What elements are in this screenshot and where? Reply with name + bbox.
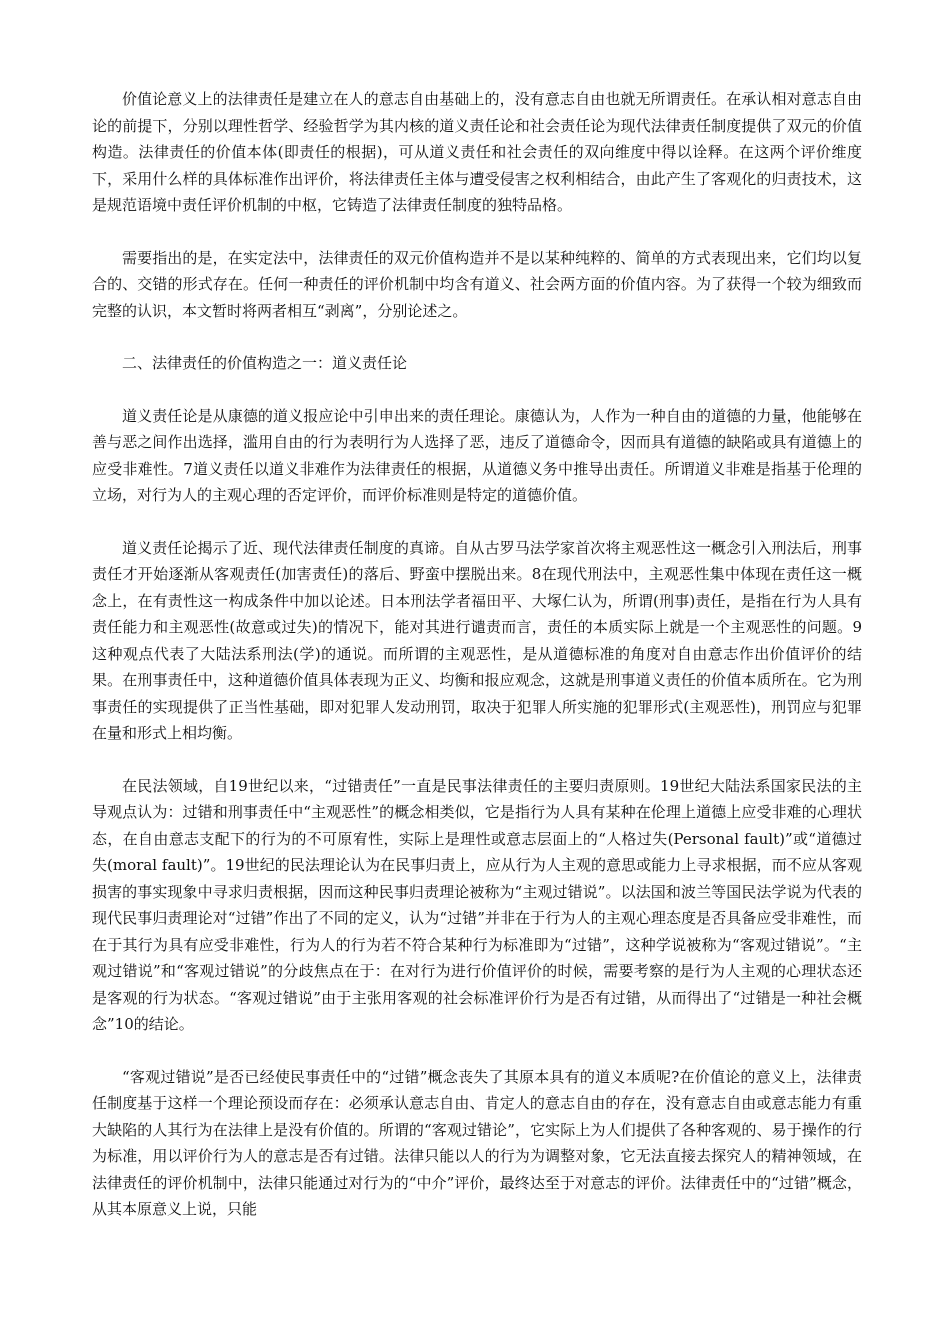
section-heading: 二、法律责任的价值构造之一：道义责任论: [122, 354, 408, 372]
paragraph-dual-structure: 需要指出的是，在实定法中，法律责任的双元价值构造并不是以某种纯粹的、简单的方式表现出来，它们均以复合的、交错的形式存在。任何一种责任的评价机制中均含有道义、社会两方面的价值内容。为了获得一个较为细致而完整的认识，本文暂时将两者相互“剥离”，分别论述之。: [92, 248, 862, 320]
paragraph-civil-law: 在民法领域，自19世纪以来，“过错责任”一直是民事法律责任的主要归责原则。19世纪大陆法系国家民法的主导观点认为：过错和刑事责任中“主观恶性”的概念相类似，它是指行为人具有某种在伦理上道德上应受非难的心理状态，在自由意志支配下的行为的不可原宥性，实际上是理性或意志层面上的“人格过失(Personal fault)”或“道德过失(moral fault)”。19世纪的民法理论认为在民事归责上，应从行为人主观的意思或能力上寻求根据，而不应从客观损害的事实现象中寻求归责根据，因而这种民事归责理论被称为“主观过错说”。以法国和波兰等国民法学说为代表的现代民事归责理论对“过错”作出了不同的定义，认为“过错”并非在于行为人的主观心理态度是否具备应受非难性，而在于其行为具有应受非难性，行为人的行为若不符合某种行为标准即为“过错”，这种学说被称为“客观过错说”。“主观过错说”和“客观过错说”的分歧焦点在于：在对行为进行价值评价的时候，需要考察的是行为人主观的心理状态还是客观的行为状态。“客观过错说”由于主张用客观的社会标准评价行为是否有过错，从而得出了“过错是一种社会概念”10的结论。: [92, 776, 862, 1033]
paragraph-moral-responsibility: 道义责任论是从康德的道义报应论中引申出来的责任理论。康德认为，人作为一种自由的道德的力量，他能够在善与恶之间作出选择，滥用自由的行为表明行为人选择了恶，违反了道德命令，因而具有道德的缺陷或具有道德上的应受非难性。7道义责任以道义非难作为法律责任的根据，从道德义务中推导出责任。所谓道义非难是指基于伦理的立场，对行为人的主观心理的否定评价，而评价标准则是特定的道德价值。: [92, 406, 862, 504]
paragraph-gap: [92, 509, 862, 535]
paragraph-value-theory: 价值论意义上的法律责任是建立在人的意志自由基础上的，没有意志自由也就无所谓责任。在承认相对意志自由论的前提下，分别以理性哲学、经验哲学为其内核的道义责任论和社会责任论为现代法律责任制度提供了双元的价值构造。法律责任的价值本体(即责任的根据)，可从道义责任和社会责任的双向维度中得以诠释。在这两个评价维度下，采用什么样的具体标准作出评价，将法律责任主体与遭受侵害之权利相结合，由此产生了客观化的归责技术，这是规范语境中责任评价机制的中枢，它铸造了法律责任制度的独特品格。: [92, 90, 862, 214]
paragraph-gap: [92, 219, 862, 245]
paragraph-criminal-law: 道义责任论揭示了近、现代法律责任制度的真谛。自从古罗马法学家首次将主观恶性这一概念引入刑法后，刑事责任才开始逐渐从客观责任(加害责任)的落后、野蛮中摆脱出来。8在现代刑法中，主观恶性集中体现在责任这一概念上，在有责性这一构成条件中加以论述。日本刑法学者福田平、大塚仁认为，所谓(刑事)责任，是指在行为人具有责任能力和主观恶性(故意或过失)的情况下，能对其进行谴责而言，责任的本质实际上就是一个主观恶性的问题。9这种观点代表了大陆法系刑法(学)的通说。而所谓的主观恶性，是从道德标准的角度对自由意志作出价值评价的结果。在刑事责任中，这种道德价值具体表现为正义、均衡和报应观念，这就是刑事道义责任的价值本质所在。它为刑事责任的实现提供了正当性基础，即对犯罪人发动刑罚，取决于犯罪人所实施的犯罪形式(主观恶性)，刑罚应与犯罪在量和形式上相均衡。: [92, 538, 862, 742]
paragraph-gap: [92, 1038, 862, 1064]
paragraph-objective-fault: “客观过错说”是否已经使民事责任中的“过错”概念丧失了其原本具有的道义本质呢?在价值论的意义上，法律责任制度基于这样一个理论预设而存在：必须承认意志自由、肯定人的意志自由的存在，没有意志自由或意志能力有重大缺陷的人其行为在法律上是没有价值的。所谓的“客观过错论”，它实际上为人们提供了各种客观的、易于操作的行为标准，用以评价行为人的意志是否有过错。法律只能以人的行为为调整对象，它无法直接去探究人的精神领域，在法律责任的评价机制中，法律只能通过对行为的“中介”评价，最终达至于对意志的评价。法律责任中的“过错”概念，从其本原意义上说，只能: [92, 1067, 862, 1218]
paragraph-gap: [92, 377, 862, 403]
paragraph-gap: [92, 747, 862, 773]
paragraph-gap: [92, 324, 862, 350]
